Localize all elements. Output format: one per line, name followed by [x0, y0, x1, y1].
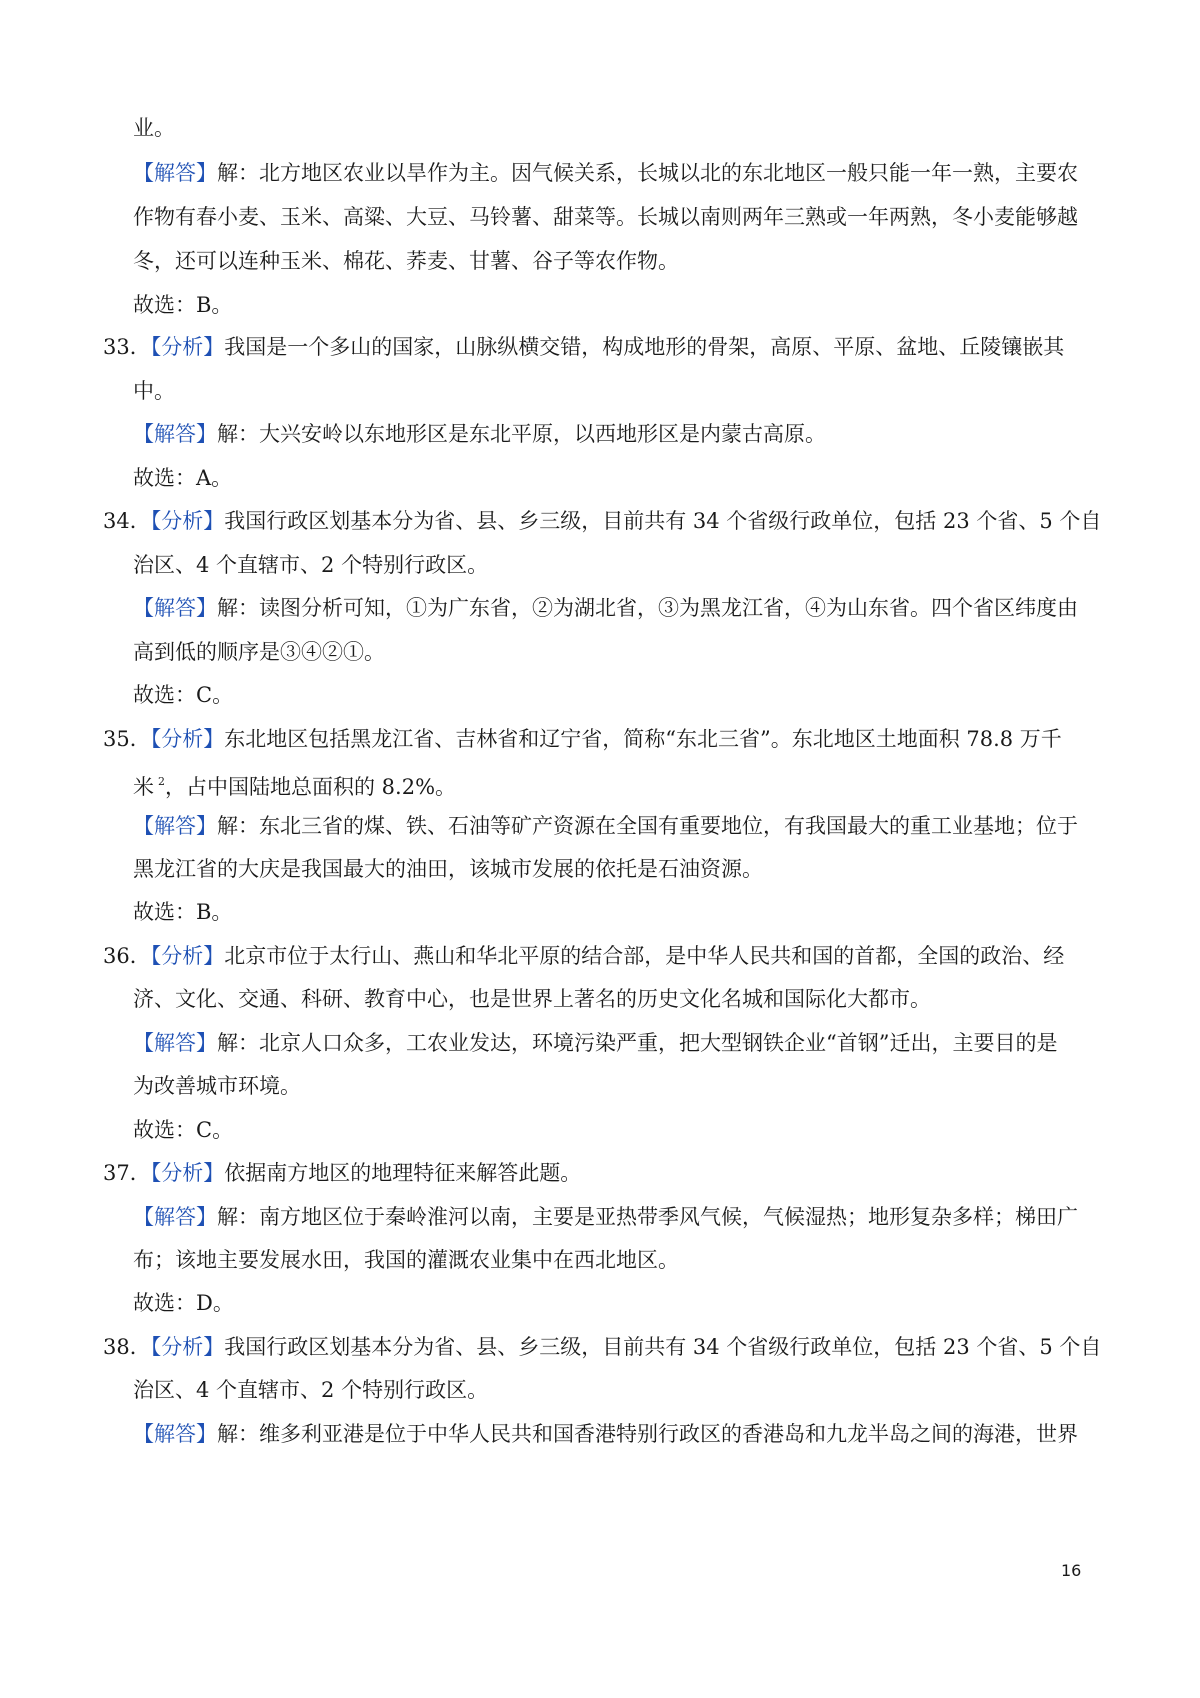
analysis-line: 38．【分析】我国行政区划基本分为省、县、乡三级，目前共有 34 个省级行政单位，包括 23 个省、5 个自: [103, 1335, 1102, 1359]
item-number: 38．: [103, 1335, 151, 1359]
analysis-line: 34．【分析】我国行政区划基本分为省、县、乡三级，目前共有 34 个省级行政单位，包括 23 个省、5 个自: [103, 509, 1102, 533]
analysis-line: 35．【分析】东北地区包括黑龙江省、吉林省和辽宁省，简称“东北三省”。东北地区土地面积 78.8 万千: [103, 727, 1062, 751]
item-number: 36．: [103, 944, 151, 968]
answer-label: 【解答】: [133, 596, 217, 620]
answer-label: 【解答】: [133, 1031, 217, 1055]
choice-line: 故选：B。: [133, 900, 233, 924]
answer-label: 【解答】: [133, 1422, 217, 1446]
analysis-label: 【分析】: [150, 727, 225, 751]
analysis-line: 济、文化、交通、科研、教育中心，也是世界上著名的历史文化名城和国际化大都市。: [133, 987, 931, 1011]
answer-line: 【解答】解：北京人口众多，工农业发达，环境污染严重，把大型钢铁企业“首钢”迁出，主要目的是: [133, 1031, 1058, 1055]
answer-line: 为改善城市环境。: [133, 1074, 301, 1098]
answer-line: 【解答】解：维多利亚港是位于中华人民共和国香港特别行政区的香港岛和九龙半岛之间的海港，世界: [133, 1422, 1078, 1446]
analysis-line: 治区、4 个直辖市、2 个特别行政区。: [133, 1378, 489, 1402]
analysis-line: 米 $^2$，占中国陆地总面积的 8.2%。: [133, 775, 457, 799]
analysis-line: 中。: [133, 379, 175, 403]
answer-line: 【解答】解：南方地区位于秦岭淮河以南，主要是亚热带季风气候，气候湿热；地形复杂多样；梯田广: [133, 1205, 1078, 1229]
choice-line: 故选：C。: [133, 683, 234, 707]
analysis-label: 【分析】: [150, 1161, 225, 1185]
answer-line: 黑龙江省的大庆是我国最大的油田，该城市发展的依托是石油资源。: [133, 857, 763, 881]
analysis-line: 36．【分析】北京市位于太行山、燕山和华北平原的结合部，是中华人民共和国的首都，全国的政治、经: [103, 944, 1065, 968]
analysis-label: 【分析】: [150, 509, 225, 533]
analysis-line: 37．【分析】依据南方地区的地理特征来解答此题。: [103, 1161, 582, 1185]
item-number: 33．: [103, 335, 151, 359]
continuation-text: 业。: [133, 116, 175, 140]
answer-label: 【解答】: [133, 1205, 217, 1229]
choice-line: 故选：D。: [133, 1291, 234, 1315]
analysis-line: 治区、4 个直辖市、2 个特别行政区。: [133, 553, 489, 577]
answer-line: 布；该地主要发展水田，我国的灌溉农业集中在西北地区。: [133, 1248, 679, 1272]
choice-line: 故选：A。: [133, 466, 233, 490]
answer-line: 【解答】解：北方地区农业以旱作为主。因气候关系，长城以北的东北地区一般只能一年一熟，主要农: [133, 161, 1078, 185]
superscript: 2: [158, 775, 165, 788]
answer-line: 高到低的顺序是③④②①。: [133, 640, 385, 664]
answer-line: 冬，还可以连种玉米、棉花、荞麦、甘薯、谷子等农作物。: [133, 249, 679, 273]
analysis-line: 33．【分析】我国是一个多山的国家，山脉纵横交错，构成地形的骨架，高原、平原、盆地、丘陵镶嵌其: [103, 335, 1065, 359]
analysis-label: 【分析】: [150, 944, 225, 968]
answer-label: 【解答】: [133, 161, 217, 185]
item-number: 34．: [103, 509, 151, 533]
answer-line: 作物有春小麦、玉米、高粱、大豆、马铃薯、甜菜等。长城以南则两年三熟或一年两熟，冬小麦能够越: [133, 205, 1078, 229]
answer-label: 【解答】: [133, 814, 217, 838]
item-number: 37．: [103, 1161, 151, 1185]
answer-line: 【解答】解：大兴安岭以东地形区是东北平原，以西地形区是内蒙古高原。: [133, 422, 826, 446]
analysis-label: 【分析】: [150, 335, 225, 359]
page-number: 16: [1061, 1561, 1082, 1580]
choice-line: 故选：C。: [133, 1118, 234, 1142]
analysis-label: 【分析】: [150, 1335, 225, 1359]
answer-label: 【解答】: [133, 422, 217, 446]
item-number: 35．: [103, 727, 151, 751]
choice-line: 故选：B。: [133, 293, 233, 317]
answer-line: 【解答】解：读图分析可知，①为广东省，②为湖北省，③为黑龙江省，④为山东省。四个省区纬度由: [133, 596, 1078, 620]
answer-line: 【解答】解：东北三省的煤、铁、石油等矿产资源在全国有重要地位，有我国最大的重工业基地；位于: [133, 814, 1078, 838]
